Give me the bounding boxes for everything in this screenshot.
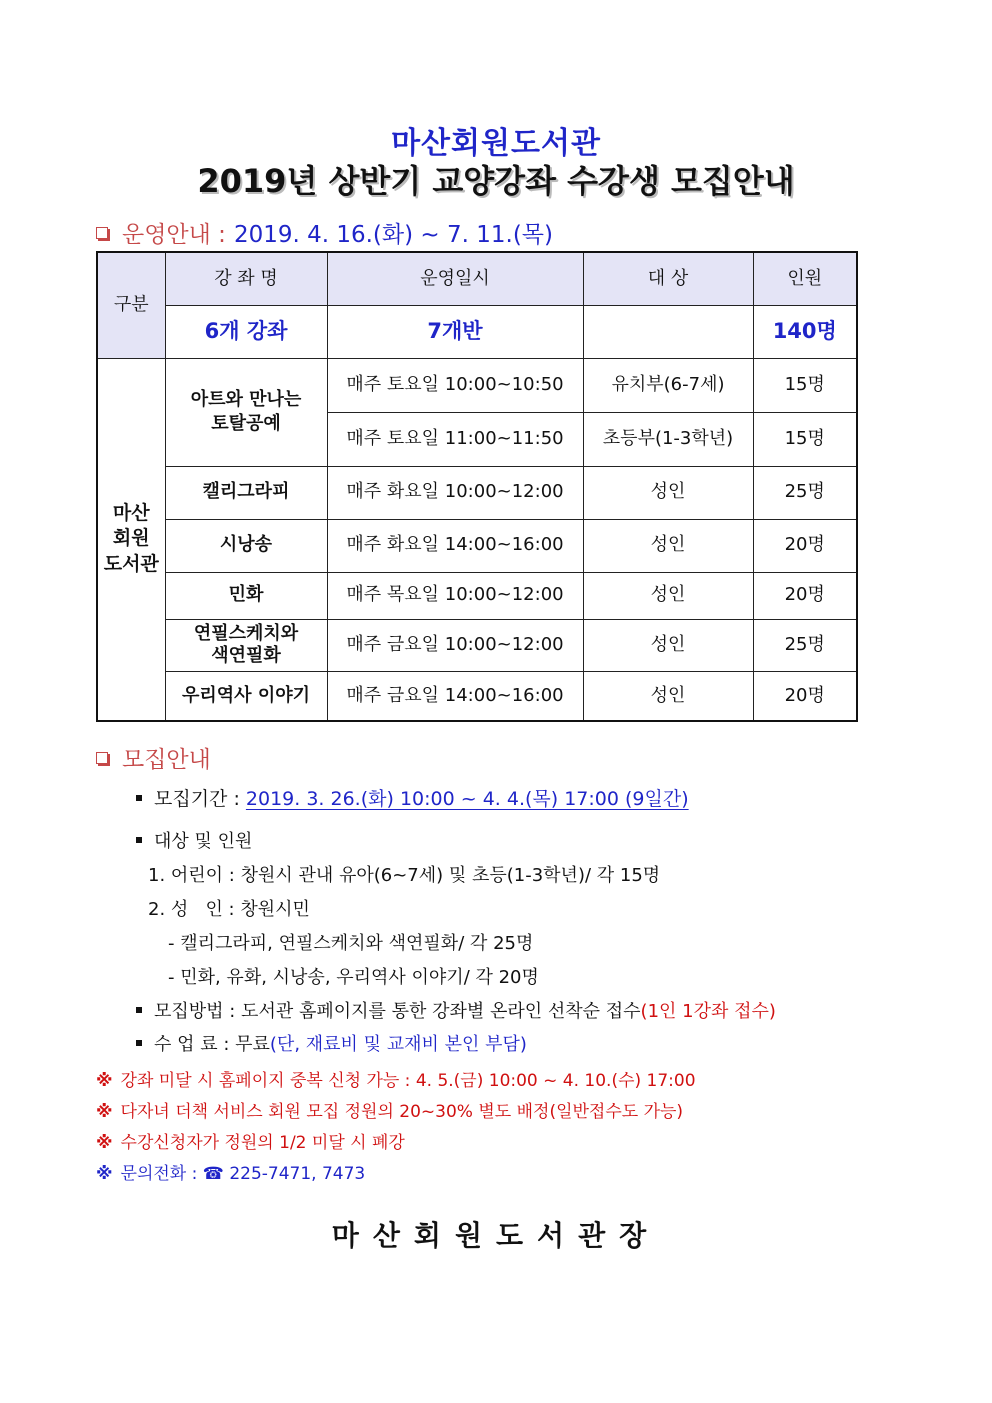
page-title: 2019년 상반기 교양강좌 수강생 모집안내 <box>197 162 795 200</box>
recruit-target-label: 대상 및 인원 <box>154 831 253 852</box>
reference-mark-icon: ※ <box>96 1164 113 1184</box>
note-duplicate-application <box>96 1066 696 1091</box>
course-capacity: 20명 <box>753 572 857 619</box>
course-schedule: 매주 금요일 14:00~16:00 <box>327 671 583 721</box>
table-row <box>97 519 857 572</box>
course-schedule: 매주 화요일 14:00~16:00 <box>327 519 583 572</box>
issuer-signature: 마산회원도서관장 <box>331 1219 661 1252</box>
recruit-period-value: 2019. 3. 26.(화) 10:00 ~ 4. 4.(목) 17:00 (9일간) <box>245 788 689 810</box>
recruit-label: 모집안내 <box>122 747 211 773</box>
bullet-icon <box>136 1007 142 1013</box>
note-multichild <box>96 1097 683 1122</box>
square-bullet-icon <box>96 227 108 239</box>
bullet-icon <box>136 1040 142 1046</box>
course-target: 초등부(1-3학년) <box>583 412 753 466</box>
course-target: 유치부(6-7세) <box>583 358 753 412</box>
course-name: 민화 <box>165 572 327 619</box>
recruit-fee-note: (단, 재료비 및 교재비 본인 부담) <box>269 1034 527 1055</box>
totals-row <box>97 305 857 358</box>
note-text: 다자녀 더책 서비스 회원 모집 정원의 20~30% 별도 배정(일반접수도 가능) <box>120 1102 684 1122</box>
course-target: 성인 <box>583 671 753 721</box>
recruit-target-adults-a: - 캘리그라피, 연필스케치와 색연필화/ 각 25명 <box>168 933 534 954</box>
recruit-period-label: 모집기간 : <box>154 788 246 810</box>
course-name: 캘리그라피 <box>165 466 327 519</box>
note-cancellation <box>96 1128 405 1153</box>
course-target: 성인 <box>583 619 753 671</box>
recruit-method <box>136 997 776 1023</box>
course-name: 우리역사 이야기 <box>165 671 327 721</box>
note-text: 강좌 미달 시 홈페이지 중복 신청 가능 : 4. 5.(금) 10:00 ~ 4. 10.(수) 17:00 <box>120 1071 696 1091</box>
recruit-fee <box>136 1030 527 1056</box>
total-courses: 6개 강좌 <box>165 305 327 358</box>
table-row <box>97 358 857 412</box>
reference-mark-icon: ※ <box>96 1102 113 1122</box>
course-schedule: 매주 토요일 10:00~10:50 <box>327 358 583 412</box>
header-capacity: 인원 <box>753 252 857 305</box>
table-row <box>97 671 857 721</box>
course-capacity: 15명 <box>753 412 857 466</box>
course-name: 아트와 만나는 토탈공예 <box>165 358 327 466</box>
note-text: 수강신청자가 정원의 1/2 미달 시 폐강 <box>120 1133 405 1153</box>
table-header-row <box>97 252 857 305</box>
header-target: 대 상 <box>583 252 753 305</box>
library-title: 마산회원도서관 <box>391 126 601 161</box>
recruit-target-adults-b: - 민화, 유화, 시낭송, 우리역사 이야기/ 각 20명 <box>168 967 539 988</box>
contact-phone: 문의전화 : ☎ 225-7471, 7473 <box>120 1164 366 1184</box>
course-schedule: 매주 토요일 11:00~11:50 <box>327 412 583 466</box>
table-row <box>97 619 857 671</box>
total-classes: 7개반 <box>327 305 583 358</box>
course-capacity: 20명 <box>753 671 857 721</box>
recruit-target-adults: 2. 성 인 : 창원시민 <box>148 899 310 920</box>
bullet-icon <box>136 837 142 843</box>
header-schedule: 운영일시 <box>327 252 583 305</box>
course-target: 성인 <box>583 519 753 572</box>
table-row <box>97 572 857 619</box>
recruit-target-children: 1. 어린이 : 창원시 관내 유아(6~7세) 및 초등(1-3학년)/ 각 15명 <box>148 865 661 886</box>
recruit-target <box>136 827 252 853</box>
recruit-period <box>136 784 689 811</box>
course-capacity: 20명 <box>753 519 857 572</box>
header-course: 강 좌 명 <box>165 252 327 305</box>
course-target: 성인 <box>583 466 753 519</box>
course-capacity: 15명 <box>753 358 857 412</box>
note-contact <box>96 1159 365 1184</box>
operation-heading <box>96 216 553 249</box>
reference-mark-icon: ※ <box>96 1133 113 1153</box>
course-name: 연필스케치와 색연필화 <box>165 619 327 671</box>
header-category: 구분 <box>97 252 165 358</box>
total-capacity: 140명 <box>753 305 857 358</box>
table-row <box>97 466 857 519</box>
bullet-icon <box>136 795 142 801</box>
recruit-fee-label: 수 업 료 : 무료 <box>154 1034 270 1055</box>
total-target <box>583 305 753 358</box>
course-capacity: 25명 <box>753 466 857 519</box>
recruit-heading <box>96 741 211 774</box>
course-schedule: 매주 목요일 10:00~12:00 <box>327 572 583 619</box>
recruit-method-note: (1인 1강좌 접수) <box>640 1001 776 1022</box>
course-name: 시낭송 <box>165 519 327 572</box>
operation-label: 운영안내 : <box>122 222 226 248</box>
operation-period: 2019. 4. 16.(화) ~ 7. 11.(목) <box>233 222 553 248</box>
course-capacity: 25명 <box>753 619 857 671</box>
course-schedule-table <box>96 251 858 722</box>
course-schedule: 매주 금요일 10:00~12:00 <box>327 619 583 671</box>
course-target: 성인 <box>583 572 753 619</box>
reference-mark-icon: ※ <box>96 1071 113 1091</box>
recruit-method-label: 모집방법 : 도서관 홈페이지를 통한 강좌별 온라인 선착순 접수 <box>154 1001 641 1022</box>
square-bullet-icon <box>96 752 108 764</box>
group-label: 마산 회원 도서관 <box>97 358 165 721</box>
course-schedule: 매주 화요일 10:00~12:00 <box>327 466 583 519</box>
